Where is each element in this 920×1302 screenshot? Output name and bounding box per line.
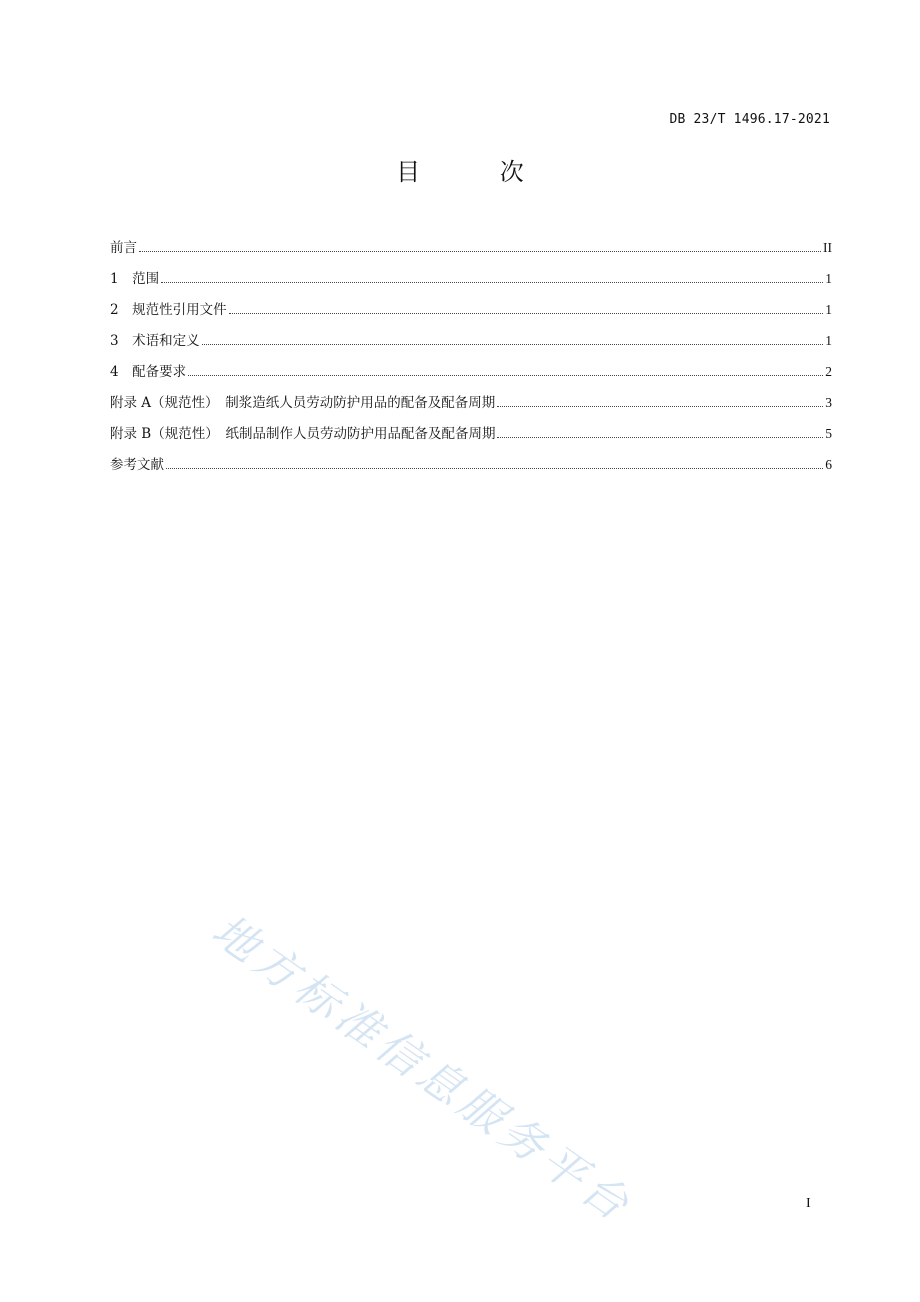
toc-page-number: II <box>823 240 832 255</box>
toc-page-number: 2 <box>825 364 832 379</box>
toc-page-number: 1 <box>825 271 832 286</box>
toc-entry-scope[interactable] <box>110 269 832 300</box>
toc-label: 2 规范性引用文件 <box>110 302 227 318</box>
toc-entry-bibliography[interactable] <box>110 455 832 486</box>
toc-label: 前言 <box>110 240 137 256</box>
toc-dot-leader <box>139 250 821 252</box>
toc-label: 附录 B（规范性） 纸制品制作人员劳动防护用品配备及配备周期 <box>110 426 496 442</box>
toc-entry-normative-references[interactable] <box>110 300 832 331</box>
toc-entry-terms-definitions[interactable] <box>110 331 832 362</box>
toc-label: 参考文献 <box>110 457 164 473</box>
toc-page-number: 5 <box>825 426 832 441</box>
page-title: 目 次 <box>396 158 560 186</box>
page-number: I <box>806 1196 811 1211</box>
toc-entry-appendix-a[interactable] <box>110 393 832 424</box>
toc-dot-leader <box>229 312 824 314</box>
toc-entry-requirements[interactable] <box>110 362 832 393</box>
toc-page-number: 6 <box>825 457 832 472</box>
document-code: DB 23/T 1496.17-2021 <box>669 112 830 127</box>
toc-label: 附录 A（规范性） 制浆造纸人员劳动防护用品的配备及配备周期 <box>110 395 496 411</box>
toc-label: 4 配备要求 <box>110 364 187 380</box>
toc-dot-leader <box>497 405 823 407</box>
toc-dot-leader <box>166 467 823 469</box>
watermark: 地方标准信息服务平台 <box>202 904 642 1234</box>
toc-label: 3 术语和定义 <box>110 333 200 349</box>
toc-dot-leader <box>497 436 823 438</box>
toc-dot-leader <box>202 343 824 345</box>
toc-page-number: 1 <box>825 302 832 317</box>
toc-page-number: 1 <box>825 333 832 348</box>
toc-dot-leader <box>188 374 823 376</box>
toc-label: 1 范围 <box>110 271 160 287</box>
toc-entry-foreword[interactable] <box>110 238 832 269</box>
toc-page-number: 3 <box>825 395 832 410</box>
toc-dot-leader <box>161 281 823 283</box>
table-of-contents <box>110 238 832 486</box>
toc-entry-appendix-b[interactable] <box>110 424 832 455</box>
